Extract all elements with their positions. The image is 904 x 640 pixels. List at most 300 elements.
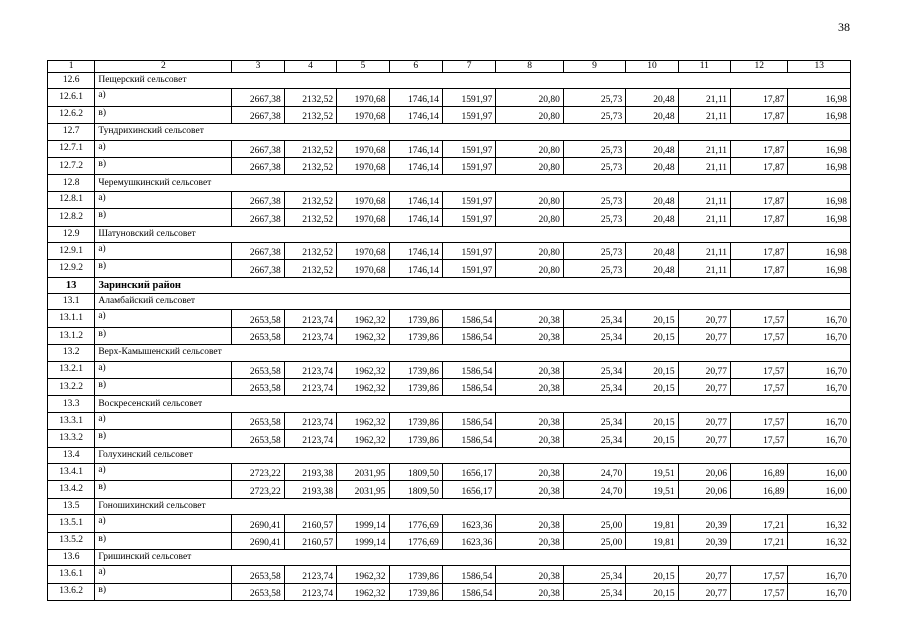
value-cell: 2653,58: [232, 583, 284, 600]
value-cell: 20,48: [626, 209, 678, 226]
value-cell: 20,15: [626, 361, 678, 378]
section-row: [48, 447, 851, 463]
value-cell: 1739,86: [389, 566, 442, 583]
value-cell: 21,11: [678, 191, 730, 208]
value-cell: 2160,57: [284, 515, 336, 532]
value-cell: 17,57: [731, 430, 788, 447]
value-cell: 1970,68: [337, 106, 389, 123]
value-cell: 19,81: [626, 532, 678, 549]
value-cell: 1656,17: [442, 481, 495, 498]
value-cell: 20,39: [678, 532, 730, 549]
table-row: [48, 412, 851, 429]
value-cell: 25,73: [563, 106, 625, 123]
table-row: [48, 157, 851, 174]
value-cell: 20,77: [678, 412, 730, 429]
value-cell: 2132,52: [284, 157, 336, 174]
value-cell: 2193,38: [284, 463, 336, 480]
value-cell: 1739,86: [389, 379, 442, 396]
value-cell: 20,80: [496, 209, 564, 226]
value-cell: 1586,54: [442, 379, 495, 396]
value-cell: 20,77: [678, 430, 730, 447]
value-cell: 1739,86: [389, 361, 442, 378]
value-cell: 20,39: [678, 515, 730, 532]
value-cell: 1746,14: [389, 140, 442, 157]
value-cell: 20,15: [626, 412, 678, 429]
value-cell: 2653,58: [232, 361, 284, 378]
value-cell: 1586,54: [442, 412, 495, 429]
row-code: 13.1.2: [48, 327, 95, 344]
value-cell: 20,38: [496, 515, 564, 532]
value-cell: 21,11: [678, 157, 730, 174]
value-cell: 16,89: [731, 481, 788, 498]
row-code: 12.9: [48, 226, 95, 242]
value-cell: 2667,38: [232, 157, 284, 174]
row-code: 13.5: [48, 498, 95, 514]
value-cell: 2123,74: [284, 566, 336, 583]
value-cell: 25,34: [563, 583, 625, 600]
table-row: [48, 209, 851, 226]
value-cell: 25,73: [563, 209, 625, 226]
column-header: 12: [731, 61, 788, 73]
row-code: 13.2.2: [48, 379, 95, 396]
value-cell: 1591,97: [442, 89, 495, 106]
value-cell: 21,11: [678, 260, 730, 277]
value-cell: 21,11: [678, 106, 730, 123]
table-row: [48, 89, 851, 106]
value-cell: 1591,97: [442, 260, 495, 277]
value-cell: 17,21: [731, 515, 788, 532]
row-code: 12.7.2: [48, 157, 95, 174]
value-cell: 25,73: [563, 242, 625, 259]
table-row: [48, 379, 851, 396]
value-cell: 1999,14: [337, 532, 389, 549]
value-cell: 1746,14: [389, 106, 442, 123]
value-cell: 2132,52: [284, 89, 336, 106]
value-cell: 17,57: [731, 379, 788, 396]
value-cell: 16,98: [788, 106, 851, 123]
row-variant: в): [95, 157, 232, 174]
table-row: [48, 583, 851, 600]
value-cell: 16,70: [788, 583, 851, 600]
value-cell: 2653,58: [232, 566, 284, 583]
value-cell: 20,06: [678, 481, 730, 498]
column-header: 7: [442, 61, 495, 73]
value-cell: 2667,38: [232, 89, 284, 106]
value-cell: 25,34: [563, 379, 625, 396]
district-name: Заринский район: [95, 277, 851, 293]
value-cell: 25,34: [563, 361, 625, 378]
row-code: 12.8: [48, 175, 95, 191]
row-variant: а): [95, 463, 232, 480]
value-cell: 1962,32: [337, 412, 389, 429]
value-cell: 16,70: [788, 430, 851, 447]
row-code: 12.8.1: [48, 191, 95, 208]
value-cell: 20,48: [626, 260, 678, 277]
value-cell: 20,48: [626, 191, 678, 208]
section-row: [48, 175, 851, 191]
value-cell: 17,57: [731, 361, 788, 378]
value-cell: 1746,14: [389, 242, 442, 259]
value-cell: 2667,38: [232, 260, 284, 277]
section-name: Пещерский сельсовет: [95, 73, 851, 89]
value-cell: 16,70: [788, 361, 851, 378]
value-cell: 20,15: [626, 310, 678, 327]
value-cell: 16,98: [788, 191, 851, 208]
value-cell: 21,11: [678, 89, 730, 106]
value-cell: 16,70: [788, 379, 851, 396]
value-cell: 1962,32: [337, 361, 389, 378]
value-cell: 17,21: [731, 532, 788, 549]
value-cell: 1739,86: [389, 430, 442, 447]
value-cell: 2132,52: [284, 106, 336, 123]
value-cell: 1739,86: [389, 583, 442, 600]
value-cell: 20,38: [496, 412, 564, 429]
value-cell: 20,38: [496, 310, 564, 327]
section-name: Тундрихинский сельсовет: [95, 124, 851, 140]
value-cell: 20,38: [496, 481, 564, 498]
value-cell: 20,77: [678, 566, 730, 583]
column-header: 4: [284, 61, 336, 73]
value-cell: 20,06: [678, 463, 730, 480]
value-cell: 16,00: [788, 463, 851, 480]
district-row: [48, 277, 851, 293]
value-cell: 17,57: [731, 310, 788, 327]
value-cell: 1586,54: [442, 361, 495, 378]
value-cell: 20,15: [626, 379, 678, 396]
value-cell: 1623,36: [442, 532, 495, 549]
section-row: [48, 226, 851, 242]
value-cell: 16,70: [788, 310, 851, 327]
value-cell: 20,38: [496, 327, 564, 344]
value-cell: 20,77: [678, 379, 730, 396]
value-cell: 2653,58: [232, 412, 284, 429]
value-cell: 1962,32: [337, 310, 389, 327]
row-code: 13.2.1: [48, 361, 95, 378]
row-code: 13.3.1: [48, 412, 95, 429]
row-variant: а): [95, 310, 232, 327]
value-cell: 17,57: [731, 566, 788, 583]
value-cell: 20,38: [496, 532, 564, 549]
value-cell: 25,34: [563, 412, 625, 429]
column-header: 3: [232, 61, 284, 73]
row-code: 13.1: [48, 294, 95, 310]
row-code: 13.6.1: [48, 566, 95, 583]
value-cell: 16,32: [788, 532, 851, 549]
value-cell: 20,80: [496, 89, 564, 106]
value-cell: 17,87: [731, 260, 788, 277]
value-cell: 1809,50: [389, 463, 442, 480]
column-header: 2: [95, 61, 232, 73]
value-cell: 16,98: [788, 260, 851, 277]
value-cell: 1962,32: [337, 327, 389, 344]
value-cell: 20,80: [496, 260, 564, 277]
row-variant: в): [95, 106, 232, 123]
row-code: 13.6.2: [48, 583, 95, 600]
page-number: 38: [838, 20, 850, 34]
value-cell: 20,38: [496, 583, 564, 600]
value-cell: 20,48: [626, 157, 678, 174]
value-cell: 2031,95: [337, 463, 389, 480]
row-code: 13.3: [48, 396, 95, 412]
value-cell: 2667,38: [232, 106, 284, 123]
value-cell: 1970,68: [337, 191, 389, 208]
table-row: [48, 532, 851, 549]
value-cell: 2123,74: [284, 379, 336, 396]
value-cell: 1586,54: [442, 310, 495, 327]
column-header: 5: [337, 61, 389, 73]
row-variant: а): [95, 140, 232, 157]
value-cell: 24,70: [563, 463, 625, 480]
table-row: [48, 140, 851, 157]
section-name: Верх-Камышенский сельсовет: [95, 345, 851, 361]
value-cell: 1962,32: [337, 430, 389, 447]
row-code: 13.4: [48, 447, 95, 463]
value-cell: 16,98: [788, 157, 851, 174]
table-row: [48, 106, 851, 123]
column-header: 10: [626, 61, 678, 73]
value-cell: 25,73: [563, 140, 625, 157]
section-name: Аламбайский сельсовет: [95, 294, 851, 310]
value-cell: 17,87: [731, 242, 788, 259]
value-cell: 1586,54: [442, 583, 495, 600]
value-cell: 21,11: [678, 242, 730, 259]
value-cell: 25,34: [563, 310, 625, 327]
value-cell: 20,38: [496, 379, 564, 396]
row-variant: а): [95, 191, 232, 208]
table-row: [48, 260, 851, 277]
row-variant: а): [95, 515, 232, 532]
value-cell: 16,89: [731, 463, 788, 480]
value-cell: 20,48: [626, 242, 678, 259]
value-cell: 25,00: [563, 532, 625, 549]
value-cell: 19,81: [626, 515, 678, 532]
value-cell: 2193,38: [284, 481, 336, 498]
table-row: [48, 242, 851, 259]
row-variant: в): [95, 532, 232, 549]
value-cell: 2653,58: [232, 327, 284, 344]
value-cell: 16,98: [788, 242, 851, 259]
value-cell: 20,15: [626, 327, 678, 344]
value-cell: 1962,32: [337, 379, 389, 396]
value-cell: 20,48: [626, 89, 678, 106]
table-row: [48, 430, 851, 447]
value-cell: 20,38: [496, 430, 564, 447]
value-cell: 1970,68: [337, 89, 389, 106]
value-cell: 2667,38: [232, 191, 284, 208]
value-cell: 1623,36: [442, 515, 495, 532]
value-cell: 1970,68: [337, 260, 389, 277]
value-cell: 1586,54: [442, 430, 495, 447]
column-header: 1: [48, 61, 95, 73]
value-cell: 16,70: [788, 327, 851, 344]
value-cell: 17,87: [731, 209, 788, 226]
value-cell: 20,38: [496, 463, 564, 480]
row-variant: в): [95, 430, 232, 447]
value-cell: 25,73: [563, 89, 625, 106]
section-name: Воскресенский сельсовет: [95, 396, 851, 412]
value-cell: 25,73: [563, 157, 625, 174]
value-cell: 2123,74: [284, 430, 336, 447]
row-code: 13.4.2: [48, 481, 95, 498]
value-cell: 2160,57: [284, 532, 336, 549]
value-cell: 17,87: [731, 157, 788, 174]
value-cell: 20,80: [496, 140, 564, 157]
value-cell: 2123,74: [284, 310, 336, 327]
value-cell: 20,77: [678, 310, 730, 327]
row-code: 13.1.1: [48, 310, 95, 327]
row-variant: в): [95, 481, 232, 498]
value-cell: 1746,14: [389, 260, 442, 277]
value-cell: 2132,52: [284, 191, 336, 208]
value-cell: 17,57: [731, 583, 788, 600]
value-cell: 1962,32: [337, 566, 389, 583]
value-cell: 25,73: [563, 191, 625, 208]
value-cell: 2690,41: [232, 532, 284, 549]
value-cell: 1591,97: [442, 106, 495, 123]
value-cell: 16,98: [788, 209, 851, 226]
value-cell: 2132,52: [284, 209, 336, 226]
value-cell: 17,87: [731, 89, 788, 106]
value-cell: 1970,68: [337, 157, 389, 174]
value-cell: 25,73: [563, 260, 625, 277]
value-cell: 20,77: [678, 583, 730, 600]
value-cell: 20,38: [496, 361, 564, 378]
table-row: [48, 361, 851, 378]
value-cell: 17,87: [731, 191, 788, 208]
value-cell: 2653,58: [232, 379, 284, 396]
table-row: [48, 515, 851, 532]
row-variant: а): [95, 242, 232, 259]
section-row: [48, 498, 851, 514]
value-cell: 1591,97: [442, 140, 495, 157]
value-cell: 20,48: [626, 140, 678, 157]
value-cell: 2132,52: [284, 242, 336, 259]
row-variant: в): [95, 209, 232, 226]
row-code: 12.8.2: [48, 209, 95, 226]
value-cell: 1809,50: [389, 481, 442, 498]
value-cell: 25,00: [563, 515, 625, 532]
row-code: 13.5.1: [48, 515, 95, 532]
value-cell: 1591,97: [442, 209, 495, 226]
column-header: 9: [563, 61, 625, 73]
row-variant: а): [95, 361, 232, 378]
value-cell: 17,87: [731, 106, 788, 123]
value-cell: 2723,22: [232, 481, 284, 498]
section-row: [48, 124, 851, 140]
value-cell: 20,77: [678, 361, 730, 378]
value-cell: 2123,74: [284, 361, 336, 378]
row-variant: в): [95, 327, 232, 344]
value-cell: 16,32: [788, 515, 851, 532]
value-cell: 2132,52: [284, 260, 336, 277]
value-cell: 1746,14: [389, 89, 442, 106]
value-cell: 25,34: [563, 327, 625, 344]
value-cell: 1591,97: [442, 242, 495, 259]
value-cell: 2690,41: [232, 515, 284, 532]
value-cell: 16,00: [788, 481, 851, 498]
section-name: Гоношихинский сельсовет: [95, 498, 851, 514]
value-cell: 2031,95: [337, 481, 389, 498]
table-row: [48, 191, 851, 208]
section-row: [48, 345, 851, 361]
value-cell: 16,98: [788, 89, 851, 106]
tariff-table: [47, 60, 851, 601]
value-cell: 20,77: [678, 327, 730, 344]
value-cell: 1746,14: [389, 209, 442, 226]
value-cell: 20,80: [496, 191, 564, 208]
value-cell: 2653,58: [232, 310, 284, 327]
value-cell: 20,80: [496, 157, 564, 174]
column-header: 13: [788, 61, 851, 73]
value-cell: 2653,58: [232, 430, 284, 447]
row-code: 12.6.1: [48, 89, 95, 106]
row-variant: а): [95, 566, 232, 583]
value-cell: 2123,74: [284, 583, 336, 600]
row-code: 13.3.2: [48, 430, 95, 447]
value-cell: 2667,38: [232, 242, 284, 259]
section-name: Шатуновский сельсовет: [95, 226, 851, 242]
value-cell: 2132,52: [284, 140, 336, 157]
value-cell: 1656,17: [442, 463, 495, 480]
column-header: 6: [389, 61, 442, 73]
section-row: [48, 549, 851, 565]
value-cell: 24,70: [563, 481, 625, 498]
value-cell: 19,51: [626, 481, 678, 498]
value-cell: 1746,14: [389, 191, 442, 208]
table-row: [48, 566, 851, 583]
section-name: Черемушкинский сельсовет: [95, 175, 851, 191]
table-row: [48, 327, 851, 344]
value-cell: 19,51: [626, 463, 678, 480]
value-cell: 20,15: [626, 430, 678, 447]
value-cell: 20,38: [496, 566, 564, 583]
value-cell: 25,34: [563, 430, 625, 447]
row-variant: а): [95, 412, 232, 429]
value-cell: 1970,68: [337, 209, 389, 226]
value-cell: 2723,22: [232, 463, 284, 480]
value-cell: 20,15: [626, 583, 678, 600]
row-variant: а): [95, 89, 232, 106]
section-row: [48, 396, 851, 412]
value-cell: 2123,74: [284, 412, 336, 429]
value-cell: 2123,74: [284, 327, 336, 344]
row-code: 13: [48, 277, 95, 293]
value-cell: 16,70: [788, 566, 851, 583]
table-header-row: [48, 61, 851, 73]
value-cell: 1586,54: [442, 566, 495, 583]
value-cell: 2667,38: [232, 140, 284, 157]
value-cell: 20,80: [496, 242, 564, 259]
row-variant: в): [95, 260, 232, 277]
section-row: [48, 73, 851, 89]
table-row: [48, 481, 851, 498]
row-code: 12.6: [48, 73, 95, 89]
value-cell: 1739,86: [389, 327, 442, 344]
value-cell: 1591,97: [442, 191, 495, 208]
row-code: 12.7.1: [48, 140, 95, 157]
value-cell: 1591,97: [442, 157, 495, 174]
value-cell: 20,80: [496, 106, 564, 123]
value-cell: 16,70: [788, 412, 851, 429]
row-code: 13.2: [48, 345, 95, 361]
value-cell: 1739,86: [389, 310, 442, 327]
row-code: 13.6: [48, 549, 95, 565]
value-cell: 1739,86: [389, 412, 442, 429]
value-cell: 21,11: [678, 209, 730, 226]
value-cell: 2667,38: [232, 209, 284, 226]
value-cell: 1999,14: [337, 515, 389, 532]
section-name: Гришинский сельсовет: [95, 549, 851, 565]
